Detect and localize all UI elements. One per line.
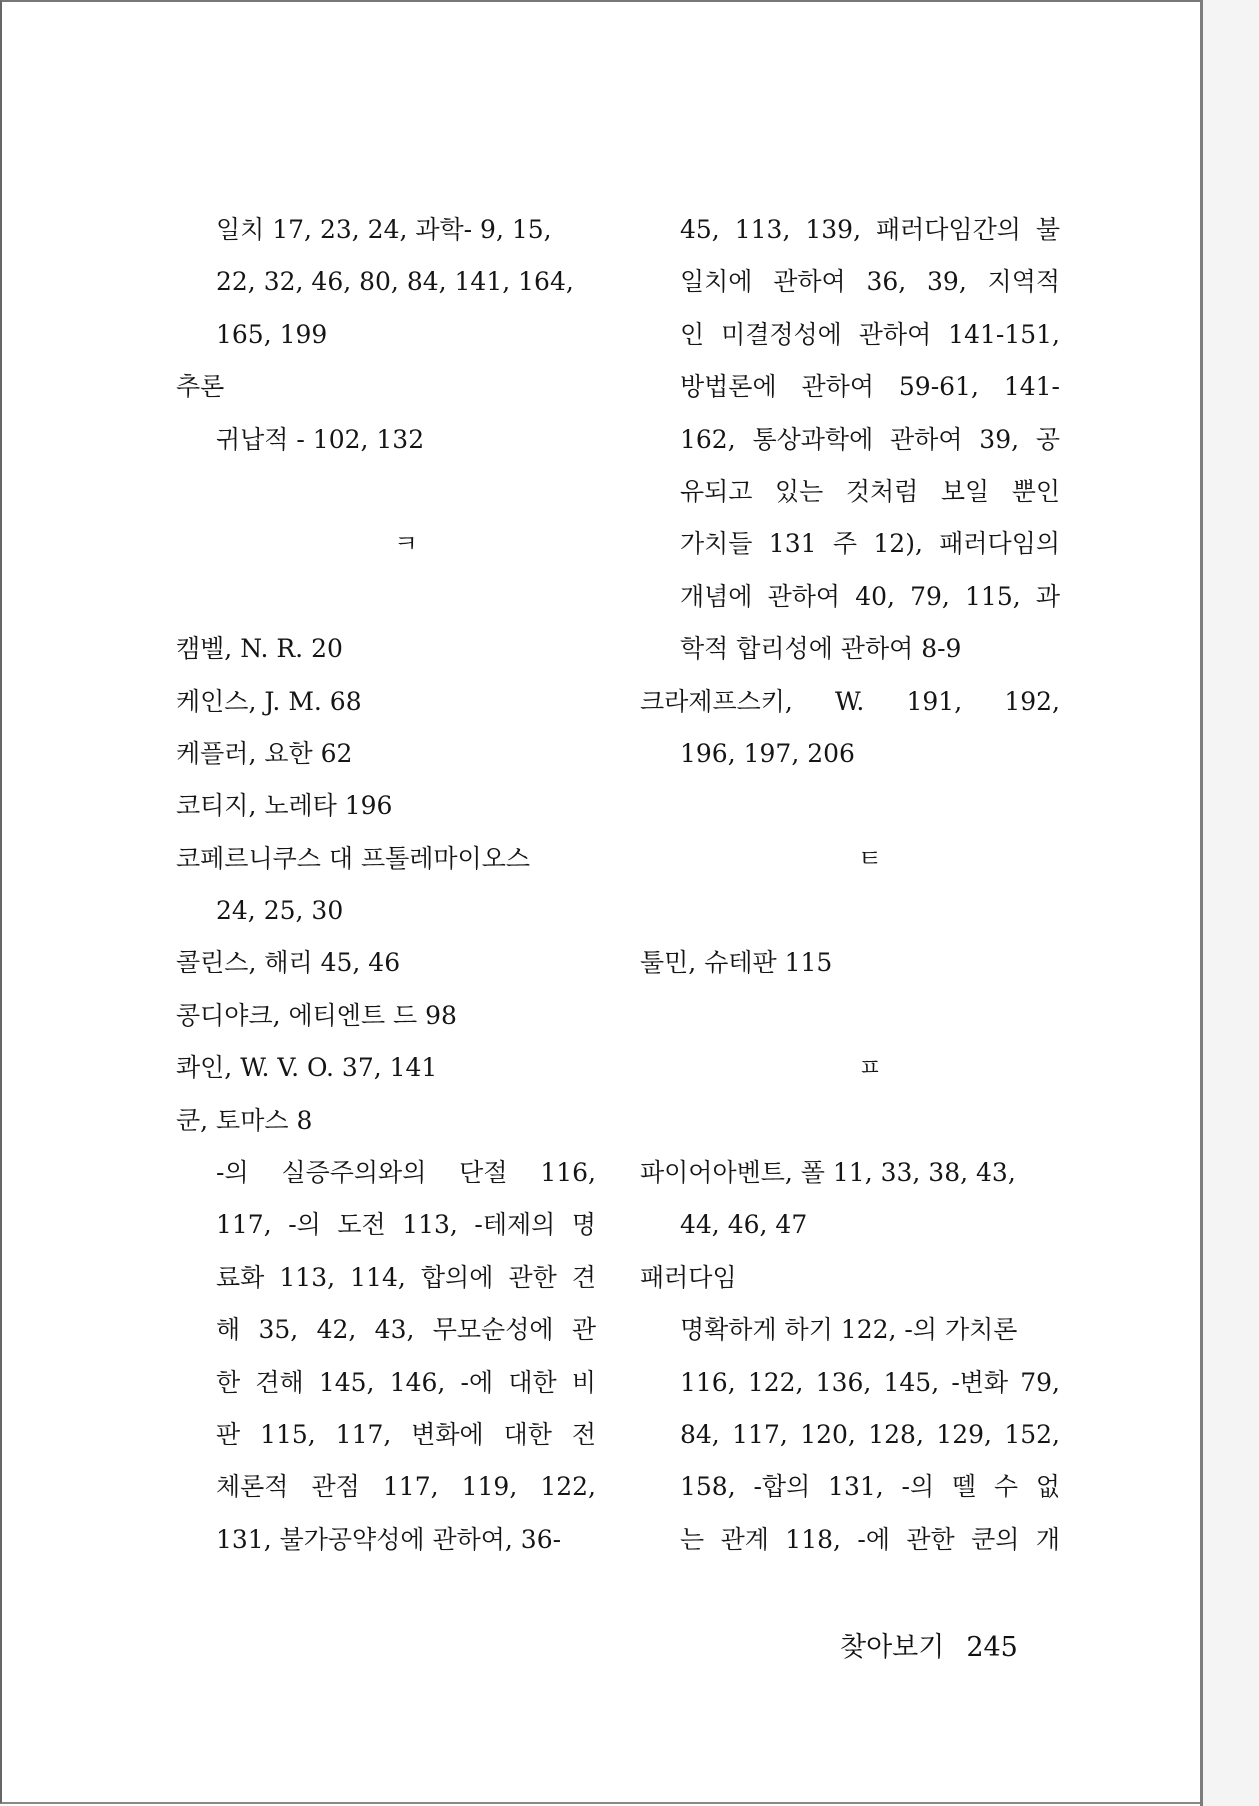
index-entry-line: 158, -합의 131, -의 뗄 수 없 bbox=[680, 1472, 1060, 1502]
index-entry-line: 가치들 131 주 12), 패러다임의 bbox=[680, 529, 1060, 559]
index-entry-line: 162, 통상과학에 관하여 39, 공 bbox=[680, 424, 1060, 454]
blank-line bbox=[176, 571, 596, 623]
index-entry-line: 한 견해 145, 146, -에 대한 비 bbox=[216, 1367, 596, 1397]
index-entry-line: 패러다임 bbox=[640, 1262, 737, 1292]
page-number: 245 bbox=[966, 1632, 1018, 1663]
index-entry-line: 추론 bbox=[176, 372, 225, 402]
footer-label: 찾아보기 bbox=[840, 1632, 945, 1663]
index-entry-line: 명확하게 하기 122, -의 가치론 bbox=[680, 1315, 1018, 1345]
index-entry-line: 24, 25, 30 bbox=[216, 896, 344, 926]
index-entry-line: 케플러, 요한 62 bbox=[176, 738, 353, 768]
blank-line bbox=[640, 1095, 1060, 1147]
index-entry-line: 유되고 있는 것처럼 보일 뿐인 bbox=[680, 476, 1060, 506]
index-column-right bbox=[640, 204, 1060, 1566]
index-entry-line: 일치 17, 23, 24, 과학- 9, 15, bbox=[216, 215, 552, 244]
index-entry-line: 료화 113, 114, 합의에 관한 견 bbox=[216, 1262, 596, 1292]
index-entry-line: -의 실증주의와의 단절 116, bbox=[216, 1158, 596, 1188]
blank-line bbox=[640, 885, 1060, 937]
index-entry-line: 학적 합리성에 관하여 8-9 bbox=[680, 634, 962, 664]
section-letter-heading: ㅍ bbox=[857, 1053, 883, 1083]
running-footer bbox=[840, 1625, 1040, 1664]
index-entry-line: 쿤, 토마스 8 bbox=[176, 1105, 313, 1135]
viewer-margin bbox=[1203, 0, 1259, 1806]
blank-line bbox=[176, 466, 596, 518]
index-entry-line: 캠벨, N. R. 20 bbox=[176, 634, 343, 664]
index-entry-line: 콜린스, 해리 45, 46 bbox=[176, 948, 401, 978]
index-entry-line: 44, 46, 47 bbox=[680, 1210, 808, 1240]
index-entry-line: 툴민, 슈테판 115 bbox=[640, 948, 833, 978]
index-entry-line: 165, 199 bbox=[216, 319, 328, 349]
blank-line bbox=[640, 780, 1060, 832]
index-column-left bbox=[176, 204, 596, 1566]
index-entry-line: 콰인, W. V. O. 37, 141 bbox=[176, 1053, 438, 1083]
index-entry-line: 일치에 관하여 36, 39, 지역적 bbox=[680, 267, 1060, 297]
index-entry-line: 판 115, 117, 변화에 대한 전 bbox=[216, 1419, 596, 1449]
index-entry-line: 코페르니쿠스 대 프톨레마이오스 bbox=[176, 843, 530, 873]
index-entry-line: 116, 122, 136, 145, -변화 79, bbox=[680, 1367, 1060, 1397]
index-entry-line: 파이어아벤트, 폴 11, 33, 38, 43, bbox=[640, 1158, 1016, 1188]
section-letter-heading: ㅋ bbox=[393, 529, 419, 559]
index-entry-line: 196, 197, 206 bbox=[680, 738, 855, 768]
index-entry-line: 인 미결정성에 관하여 141-151, bbox=[680, 319, 1060, 349]
index-entry-line: 84, 117, 120, 128, 129, 152, bbox=[680, 1419, 1060, 1449]
index-entry-line: 117, -의 도전 113, -테제의 명 bbox=[216, 1210, 596, 1240]
index-entry-line: 코티지, 노레타 196 bbox=[176, 791, 393, 821]
index-entry-line: 131, 불가공약성에 관하여, 36- bbox=[216, 1524, 562, 1554]
index-entry-line: 체론적 관점 117, 119, 122, bbox=[216, 1472, 596, 1502]
index-entry-line: 콩디야크, 에티엔트 드 98 bbox=[176, 1000, 457, 1030]
index-entry-line: 귀납적 - 102, 132 bbox=[216, 424, 425, 454]
index-entry-line: 22, 32, 46, 80, 84, 141, 164, bbox=[216, 267, 574, 297]
index-entry-line: 개념에 관하여 40, 79, 115, 과 bbox=[680, 581, 1060, 611]
index-entry-line: 해 35, 42, 43, 무모순성에 관 bbox=[216, 1315, 596, 1345]
index-entry-line: 케인스, J. M. 68 bbox=[176, 686, 362, 716]
index-entry-line: 크라제프스키, W. 191, 192, bbox=[640, 686, 1060, 716]
index-entry-line: 방법론에 관하여 59-61, 141- bbox=[680, 372, 1060, 402]
index-entry-line: 45, 113, 139, 패러다임간의 불 bbox=[680, 215, 1060, 244]
blank-line bbox=[640, 990, 1060, 1042]
index-entry-line: 는 관계 118, -에 관한 쿤의 개 bbox=[680, 1524, 1060, 1554]
section-letter-heading: ㅌ bbox=[857, 843, 883, 873]
